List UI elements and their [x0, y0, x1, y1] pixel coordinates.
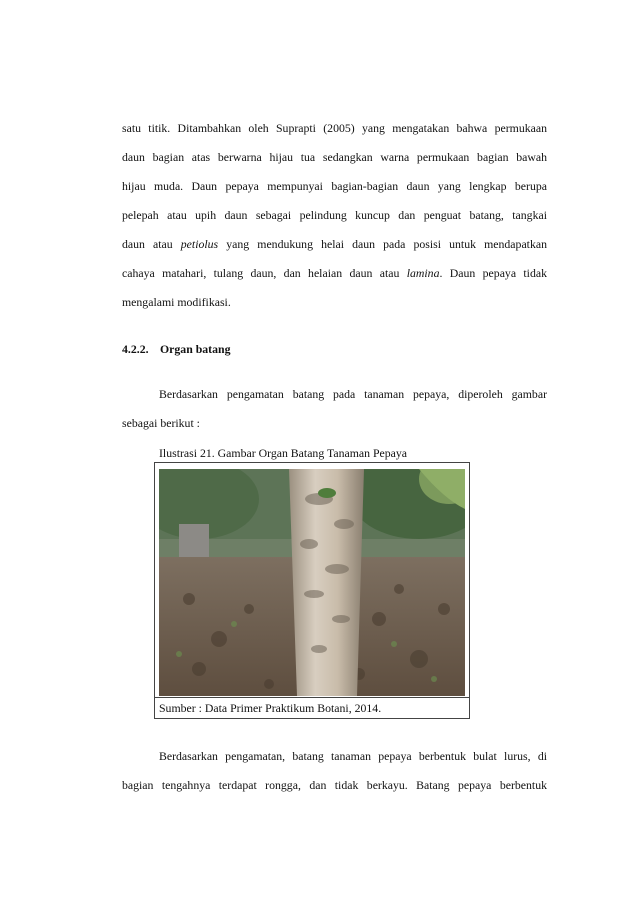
figure-source: Sumber : Data Primer Praktikum Botani, 2014. [155, 697, 469, 718]
text-line: Berdasarkan pengamatan batang pada tanaman pepaya, diperoleh gambar [159, 387, 547, 401]
italic-term-petiolus: petiolus [180, 237, 219, 251]
text-line: Berdasarkan pengamatan, batang tanaman pepaya berbentuk bulat lurus, di [159, 749, 547, 763]
text-run: cahaya matahari, tulang daun, dan helaian daun atau [122, 266, 407, 280]
figure-caption: Ilustrasi 21. Gambar Organ Batang Tanaman Pepaya [159, 446, 408, 460]
papaya-stem-photo [159, 469, 465, 696]
text-line [122, 259, 547, 288]
section-heading [122, 342, 230, 357]
text-run: yang mendukung helai daun pada posisi untuk mendapatkan [218, 237, 547, 251]
text-line: pelepah atau upih daun sebagai pelindung kuncup dan penguat batang, tangkai [122, 208, 547, 222]
paragraph-stem-description [122, 742, 547, 800]
paragraph-intro-figure [122, 380, 547, 438]
text-line: hijau muda. Daun pepaya mempunyai bagian-bagian daun yang lengkap berupa [122, 179, 547, 193]
text-line: satu titik. Ditambahkan oleh Suprapti (2005) yang mengatakan bahwa permukaan [122, 121, 547, 135]
figure-box [154, 462, 470, 719]
paragraph-leaf-description [122, 114, 547, 317]
text-run: daun atau [122, 237, 181, 251]
text-run: . Daun pepaya tidak [439, 266, 547, 280]
text-line: sebagai berikut : [122, 416, 200, 430]
section-title: Organ batang [160, 342, 231, 356]
text-line: bagian tengahnya terdapat rongga, dan tidak berkayu. Batang pepaya berbentuk [122, 778, 547, 792]
text-line: daun bagian atas berwarna hijau tua sedangkan warna permukaan bagian bawah [122, 150, 547, 164]
section-number: 4.2.2. [122, 342, 149, 356]
text-line: mengalami modifikasi. [122, 295, 231, 309]
italic-term-lamina: lamina [406, 266, 440, 280]
text-line [122, 230, 547, 259]
